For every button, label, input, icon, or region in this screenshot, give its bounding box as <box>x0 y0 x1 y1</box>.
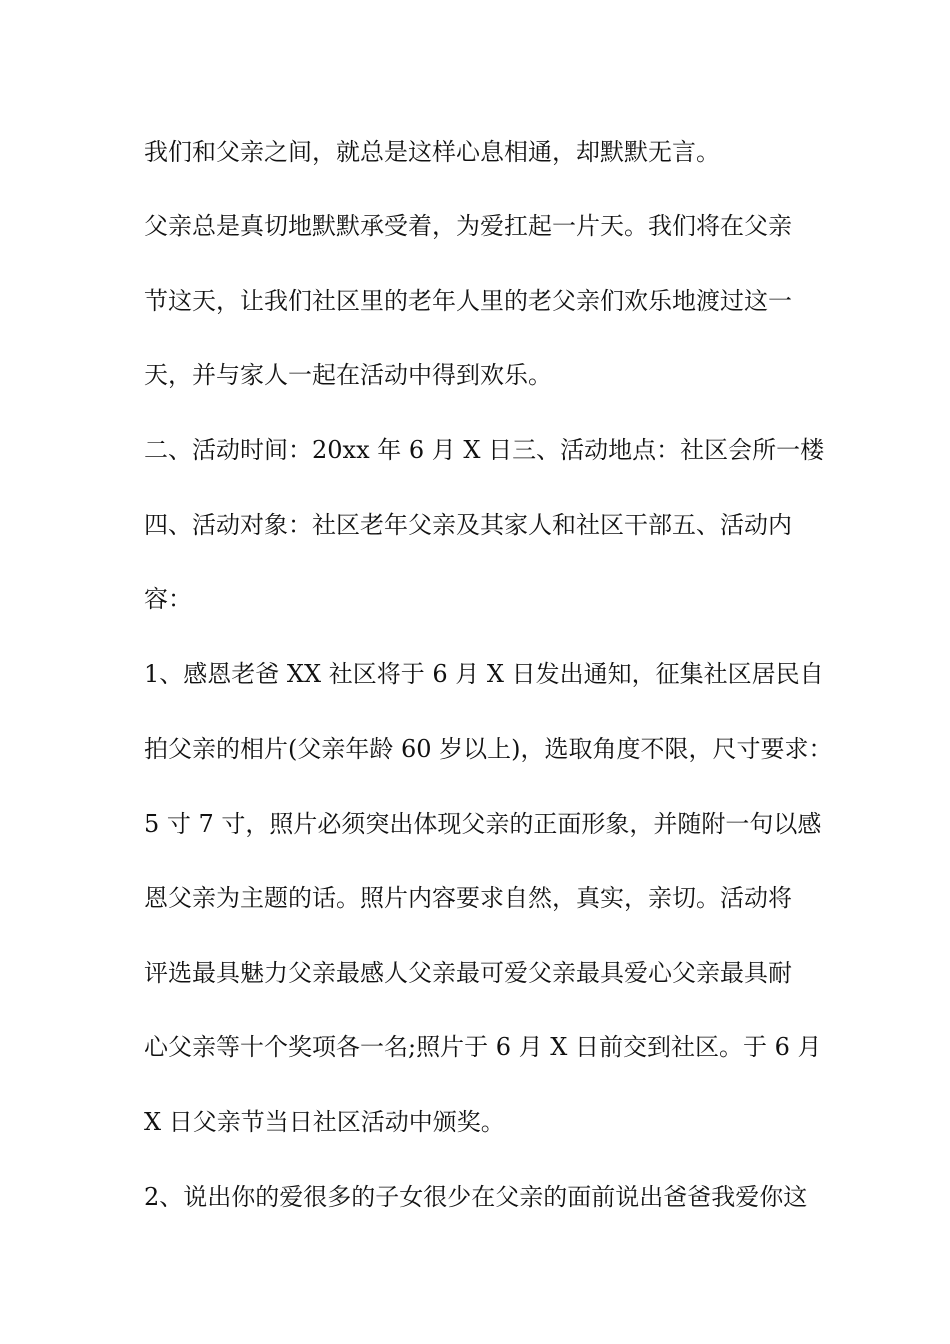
text-line-5: 二、活动时间：20xx 年 6 月 X 日三、活动地点：社区会所一楼 <box>144 436 825 464</box>
text-line-12: 评选最具魅力父亲最感人父亲最可爱父亲最具爱心父亲最具耐 <box>144 959 792 987</box>
text-line-1: 我们和父亲之间，就总是这样心息相通，却默默无言。 <box>144 138 720 166</box>
text-line-9: 拍父亲的相片(父亲年龄 60 岁以上)，选取角度不限，尺寸要求： <box>144 735 833 763</box>
text-line-8: 1、感恩老爸 XX 社区将于 6 月 X 日发出通知，征集社区居民自 <box>144 660 824 688</box>
text-line-2: 父亲总是真切地默默承受着，为爱扛起一片天。我们将在父亲 <box>144 212 792 240</box>
text-line-10: 5 寸 7 寸，照片必须突出体现父亲的正面形象，并随附一句以感 <box>144 810 822 838</box>
text-line-6: 四、活动对象：社区老年父亲及其家人和社区干部五、活动内 <box>144 511 792 539</box>
text-line-13: 心父亲等十个奖项各一名;照片于 6 月 X 日前交到社区。于 6 月 <box>144 1033 822 1061</box>
text-line-15: 2、说出你的爱很多的子女很少在父亲的面前说出爸爸我爱你这 <box>144 1183 808 1211</box>
text-line-3: 节这天，让我们社区里的老年人里的老父亲们欢乐地渡过这一 <box>144 287 792 315</box>
text-line-11: 恩父亲为主题的话。照片内容要求自然，真实，亲切。活动将 <box>144 884 792 912</box>
text-line-7: 容： <box>144 585 192 613</box>
text-line-4: 天，并与家人一起在活动中得到欢乐。 <box>144 361 552 389</box>
text-line-14: X 日父亲节当日社区活动中颁奖。 <box>144 1108 505 1136</box>
